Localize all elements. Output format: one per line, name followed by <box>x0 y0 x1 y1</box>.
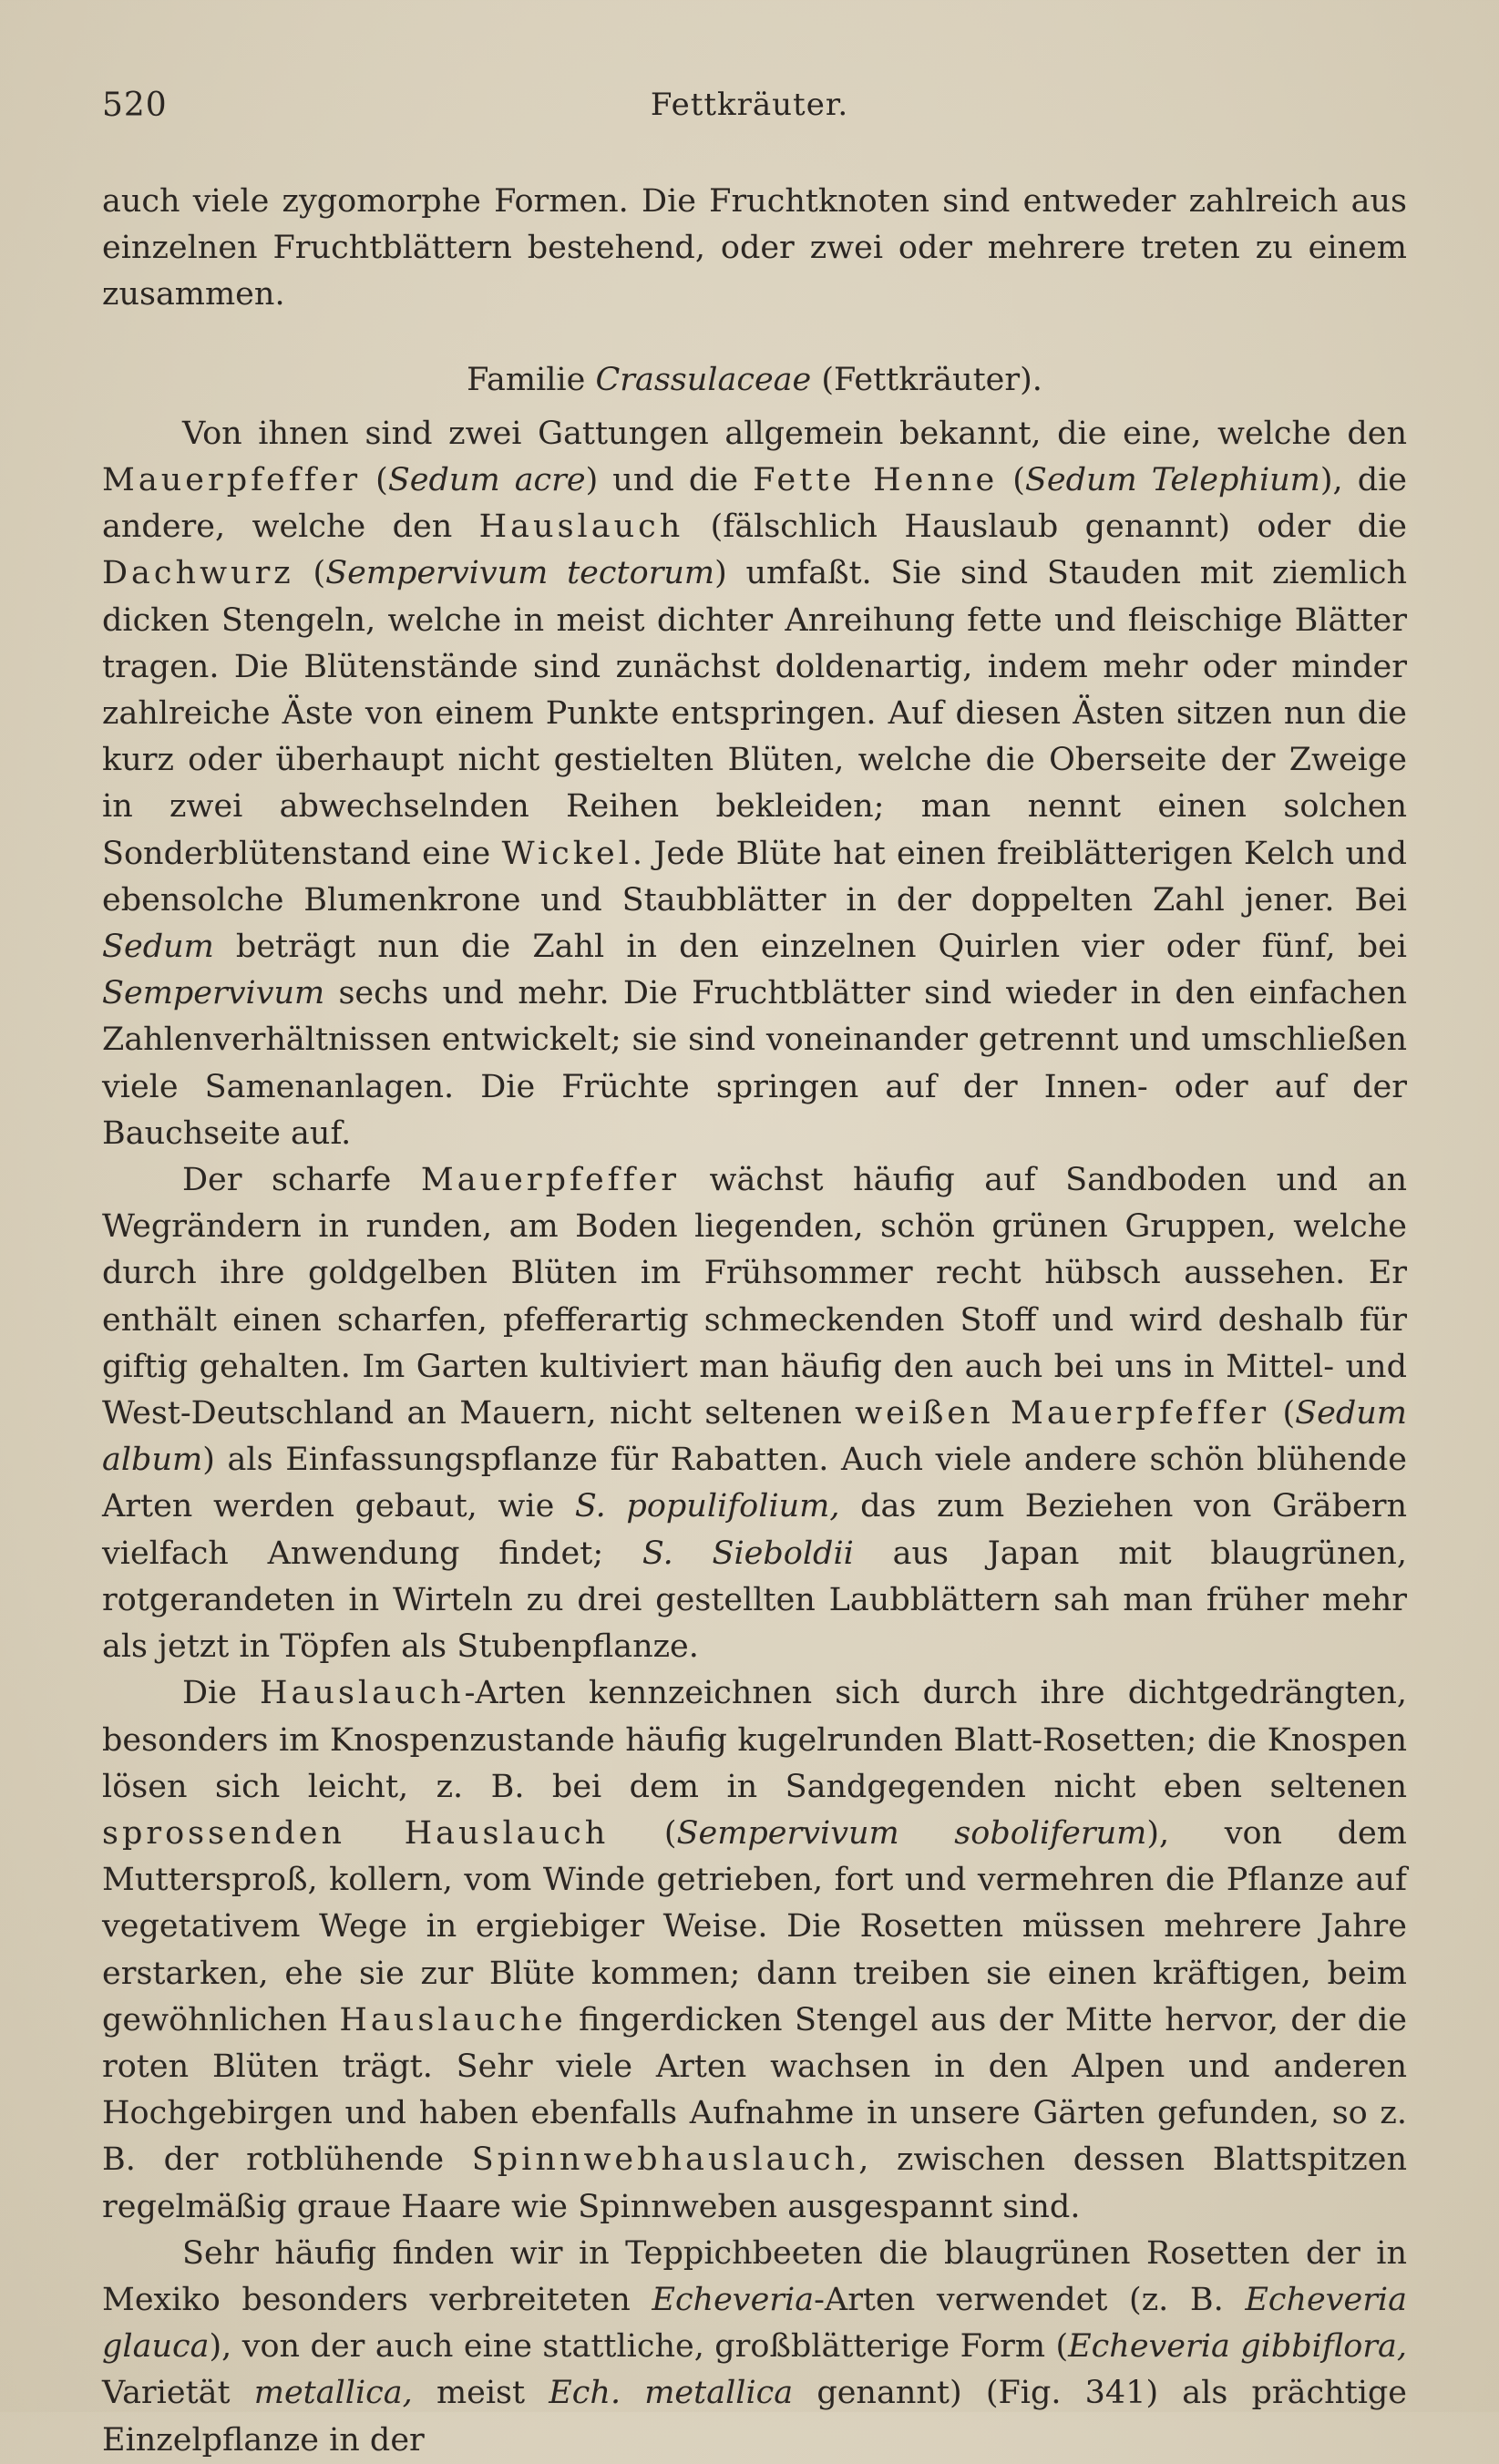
heading-prefix: Familie <box>467 361 596 398</box>
p2-text: ( <box>1269 1395 1296 1432</box>
intro-paragraph <box>102 179 1407 319</box>
p2-latin: S. Sieboldii <box>642 1535 854 1572</box>
running-title: Fettkräuter. <box>650 87 849 123</box>
p1-text: sechs und mehr. Die Fruchtblätter sind wieder in den einfachen Zahlenverhältnissen entwickelt; sie sind voneinander getrennt und umschließen viele Samenanlagen. Die Früchte springen auf der Innen- oder auf der Bauchseite auf. <box>102 975 1407 1152</box>
p4-text: ), von der auch eine stattliche, großblätterige Form ( <box>209 2328 1069 2366</box>
p1-text: ( <box>293 555 326 592</box>
p2-latin: Sedum album <box>102 1395 1407 1479</box>
p4-latin: metallica, <box>253 2375 413 2412</box>
paragraph-3 <box>102 1670 1407 2230</box>
p1-text: beträgt nun die Zahl in den einzelnen Quirlen vier oder fünf, bei <box>213 929 1407 966</box>
p1-term: Fette Henne <box>753 462 999 499</box>
p1-term: Hauslauch <box>478 508 684 546</box>
p2-text: das zum Beziehen von Gräbern vielfach Anwendung findet; <box>102 1488 1407 1572</box>
p4-latin: Echeveria glauca <box>102 2281 1407 2366</box>
p1-text: ) und die <box>585 462 754 499</box>
heading-suffix: (Fettkräuter). <box>811 361 1042 398</box>
p1-text: . Jede Blüte hat einen freiblätterigen Kelch und ebensolche Blumenkrone und Staubblätter in der doppelten Zahl jener. Bei <box>102 835 1407 919</box>
p1-latin: Sedum <box>102 929 214 966</box>
p1-latin: Sempervivum <box>102 975 325 1012</box>
p4-text: genannt) (Fig. 341) als prächtige Einzelpflanze in der <box>102 2375 1408 2459</box>
p2-text: aus Japan mit blaugrünen, rotgerandeten in Wirteln zu drei gestellten Laubblättern sah man früher mehr als jetzt in Töpfen als Stubenpflanze. <box>102 1535 1408 1666</box>
p4-text: Sehr häufig finden wir in Teppichbeeten die blaugrünen Rosetten der in Mexiko besonders verbreiteten <box>102 2234 1407 2318</box>
p4-text: meist <box>412 2375 549 2412</box>
intro-text: auch viele zygomorphe Formen. Die Fruchtknoten sind entweder zahlreich aus einzelnen Fruchtblättern bestehend, oder zwei oder mehrere treten zu einem zusammen. <box>102 183 1407 313</box>
p4-latin: Echeveria gibbiflora, <box>1068 2328 1407 2366</box>
p3-text: , zwischen dessen Blattspitzen regelmäßig graue Haare wie Spinnweben ausgespannt sind. <box>102 2141 1407 2225</box>
p4-text: Varietät <box>102 2375 254 2412</box>
p1-term: Dachwurz <box>102 555 294 592</box>
body-text <box>102 179 1407 2464</box>
p1-term: Wickel <box>501 835 632 872</box>
p2-text: wächst häufig auf Sandboden und an Wegrändern in runden, am Boden liegenden, schön grünen Gruppen, welche durch ihre goldgelben Blüten im Frühsommer recht hübsch aussehen. Er enthält einen scharfen, pfefferartig schmeckenden Stoff und wird deshalb für giftig gehalten. Im Garten kultiviert man häufig den auch bei uns in Mittel- und West-Deutschland an Mauern, nicht seltenen <box>102 1162 1407 1432</box>
p1-text: ) umfaßt. Sie sind Stauden mit ziemlich dicken Stengeln, welche in meist dichter Anreihung fette und fleischige Blätter tragen. Die Blütenstände sind zunächst doldenartig, indem mehr oder minder zahlreiche Äste von einem Punkte entspringen. Auf diesen Ästen sitzen nun die kurz oder überhaupt nicht gestielten Blüten, welche die Oberseite der Zweige in zwei abwechselnden Reihen bekleiden; man nennt einen solchen Sonderblütenstand eine <box>102 555 1408 872</box>
p2-term: weißen Mauerpfeffer <box>855 1395 1270 1432</box>
p2-latin: S. populifolium, <box>574 1488 840 1525</box>
p1-text: (fälschlich Hauslaub genannt) oder die <box>683 508 1407 546</box>
p1-latin: Sedum acre <box>387 462 586 499</box>
p3-term: Hauslauch <box>260 1675 465 1712</box>
p3-term: Spinnwebhauslauch <box>471 2141 859 2179</box>
p1-text: ), die andere, welche den <box>102 462 1408 546</box>
paragraph-4 <box>102 2231 1407 2464</box>
p3-term: Hauslauche <box>339 2001 567 2038</box>
p1-latin: Sempervivum tectorum <box>325 555 715 592</box>
p2-text: Der scharfe <box>182 1162 421 1199</box>
p4-latin: Ech. metallica <box>549 2375 794 2412</box>
p1-text: ( <box>361 462 388 499</box>
section-heading <box>102 319 1407 411</box>
running-head <box>102 87 1397 132</box>
p1-text: ( <box>998 462 1025 499</box>
p3-latin: Sempervivum soboliferum <box>676 1814 1147 1852</box>
p3-text: fingerdicken Stengel aus der Mitte hervor, der die roten Blüten trägt. Sehr viele Arten wachsen in den Alpen und anderen Hochgebirgen und haben ebenfalls Aufnahme in unsere Gärten gefunden, so z. B. der rotblühende <box>102 2001 1407 2179</box>
paragraph-2 <box>102 1157 1407 1670</box>
p2-term: Mauerpfeffer <box>420 1162 681 1199</box>
p2-text: ) als Einfassungspflanze für Rabatten. Auch viele andere schön blühende Arten werden gebaut, wie <box>102 1442 1407 1525</box>
p1-text: Von ihnen sind zwei Gattungen allgemein bekannt, die eine, welche den <box>182 415 1407 452</box>
p3-text: Die <box>182 1675 261 1712</box>
p1-term: Mauerpfeffer <box>102 462 362 499</box>
p3-text: ), von dem Muttersproß, kollern, vom Winde getrieben, fort und vermehren die Pflanze auf vegetativem Wege in ergiebiger Weise. Die Rosetten müssen mehrere Jahre erstarken, ehe sie zur Blüte kommen; dann treiben sie einen kräftigen, beim gewöhnlichen <box>102 1814 1407 2038</box>
p3-term: sprossenden Hauslauch <box>102 1814 610 1852</box>
p4-latin: Echeveria <box>652 2281 815 2318</box>
p4-text: -Arten verwendet (z. B. <box>814 2281 1246 2318</box>
p3-text: -Arten kennzeichnen sich durch ihre dichtgedrängten, besonders im Knospenzustande häufig kugelrunden Blatt-Rosetten; die Knospen lösen sich leicht, z. B. bei dem in Sandgegenden nicht eben seltenen <box>102 1675 1408 1805</box>
p1-latin: Sedum Telephium <box>1024 462 1320 499</box>
page-number: 520 <box>102 87 168 124</box>
p3-text: ( <box>609 1814 677 1852</box>
heading-latin: Crassulaceae <box>595 361 812 398</box>
paragraph-1 <box>102 411 1407 1157</box>
